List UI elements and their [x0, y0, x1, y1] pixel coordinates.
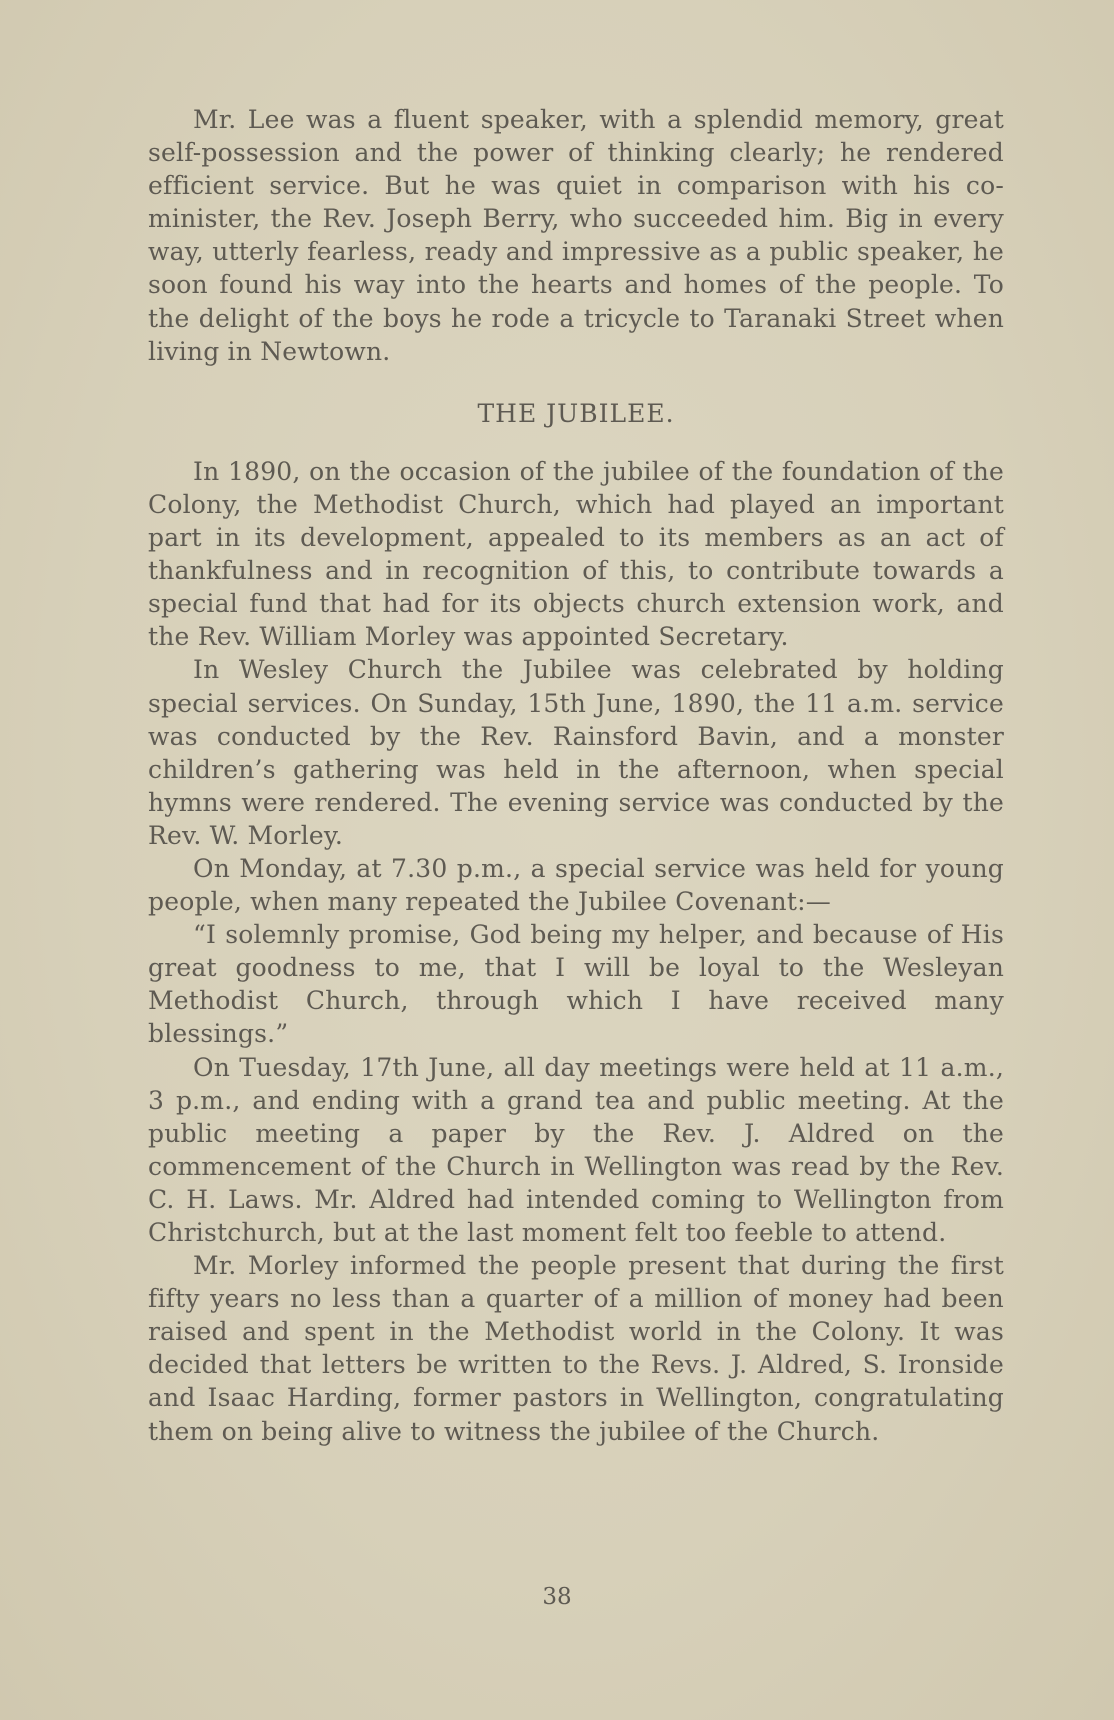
page-number: 38 [542, 1584, 572, 1610]
paragraph-tuesday-meetings: On Tuesday, 17th June, all day meetings were held at 11 a.m., 3 p.m., and ending with a grand tea and public meeting. At the public meeting a paper by the Rev. J. Aldred on the commencement of the Church in Wellington was read by the Rev. C. H. Laws. Mr. Aldred had intended coming to Wellington from Christchurch, but at the last moment felt too feeble to attend. [148, 1052, 1004, 1247]
paragraph-1890-fund: In 1890, on the occasion of the jubilee of the foundation of the Colony, the Methodist Church, which had played an important part in its development, appealed to its members as an act of thankfulness and in recognition of this, to contribute towards a special fund that had for its objects church extension work, and the Rev. William Morley was appointed Secretary. [148, 456, 1004, 652]
paragraph-wesley-church: In Wesley Church the Jubilee was celebrated by holding special services. On Sunday, 15th June, 1890, the 11 a.m. service was conducted by the Rev. Rainsford Bavin, and a monster children’s gathering was held in the afternoon, when special hymns were rendered. The evening service was conducted by the Rev. W. Morley. [148, 655, 1004, 850]
page-text [148, 103, 1004, 1448]
paragraph-covenant-quote: “I solemnly promise, God being my helper, and because of His great goodness to me, that I will be loyal to the Wesleyan Methodist Church, through which I have received many blessings.” [148, 920, 1004, 1049]
section-heading-jubilee: THE JUBILEE. [477, 398, 675, 428]
paragraph-mr-lee: Mr. Lee was a fluent speaker, with a splendid memory, great self-possession and the power of thinking clearly; he rendered efficient service. But he was quiet in comparison with his co-minister, the Rev. Joseph Berry, who succeeded him. Big in every way, utterly fearless, ready and impressive as a public speaker, he soon found his way into the hearts and homes of the people. To the delight of the boys he rode a tricycle to Taranaki Street when living in Newtown. [148, 105, 1004, 366]
paragraph-mr-morley: Mr. Morley informed the people present that during the first fifty years no less than a quarter of a million of money had been raised and spent in the Methodist world in the Colony. It was decided that letters be written to the Revs. J. Aldred, S. Ironside and Isaac Harding, former pastors in Wellington, congratulating them on being alive to witness the jubilee of the Church. [148, 1251, 1004, 1446]
paragraph-monday-service: On Monday, at 7.30 p.m., a special service was held for young people, when many repeated the Jubilee Covenant:— [148, 853, 1004, 917]
